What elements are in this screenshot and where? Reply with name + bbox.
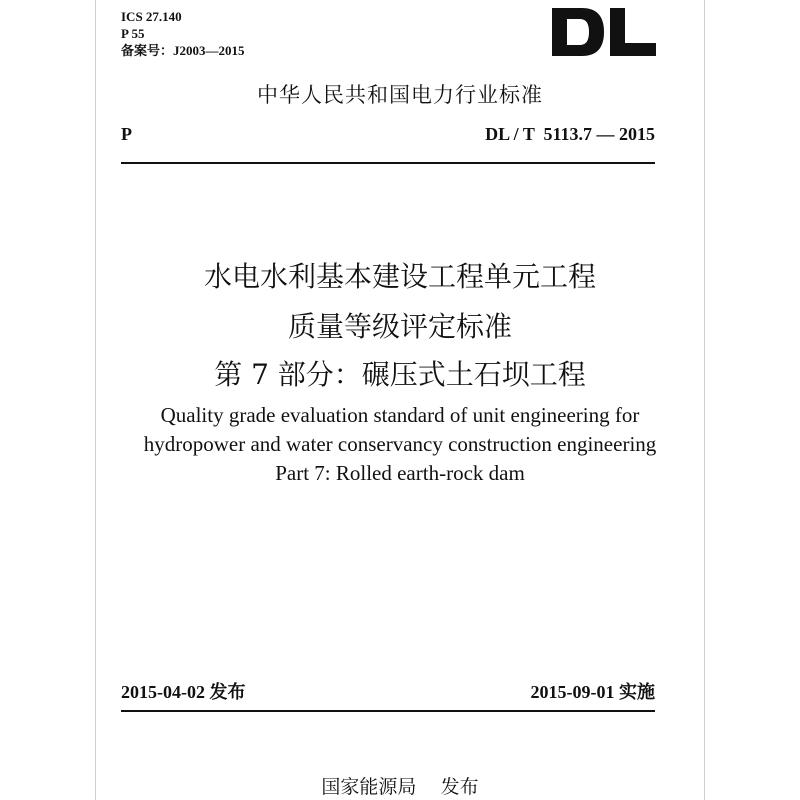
- implement-label: 实施: [619, 682, 655, 703]
- top-divider: [121, 162, 655, 164]
- category-letter: P: [121, 124, 132, 144]
- logo-letter-l: [610, 8, 656, 56]
- issue-label: 发布: [209, 682, 246, 703]
- record-number: 备案号：J2003—2015: [121, 43, 245, 58]
- implement-date-block: [531, 678, 656, 704]
- chinese-title-line-1: 水电水利基本建设工程单元工程: [203, 260, 596, 293]
- classification-code: P 55: [121, 26, 145, 41]
- implement-date: 2015-09-01: [530, 682, 615, 702]
- bottom-divider: [121, 710, 655, 712]
- english-title-line-1: Quality grade evaluation standard of unit engineering for: [160, 403, 640, 427]
- logo-letter-d: [552, 8, 604, 56]
- standard-number: DL / T 5113.7 — 2015: [485, 124, 655, 144]
- english-title-line-3: Part 7: Rolled earth-rock dam: [275, 461, 525, 485]
- issue-date: 2015-04-02: [121, 682, 205, 702]
- ics-code: ICS 27.140: [121, 9, 182, 24]
- issuing-authority: 国家能源局 发布: [321, 776, 479, 798]
- chinese-title-line-3: 第 7 部分：碾压式土石坝工程: [214, 358, 586, 391]
- chinese-title-line-2: 质量等级评定标准: [287, 310, 512, 343]
- issue-date-block: [121, 678, 246, 704]
- english-title-line-2: hydropower and water conservancy construction engineering: [143, 432, 657, 456]
- dl-logo: [552, 8, 656, 56]
- industry-standard-title: 中华人民共和国电力行业标准: [257, 83, 543, 107]
